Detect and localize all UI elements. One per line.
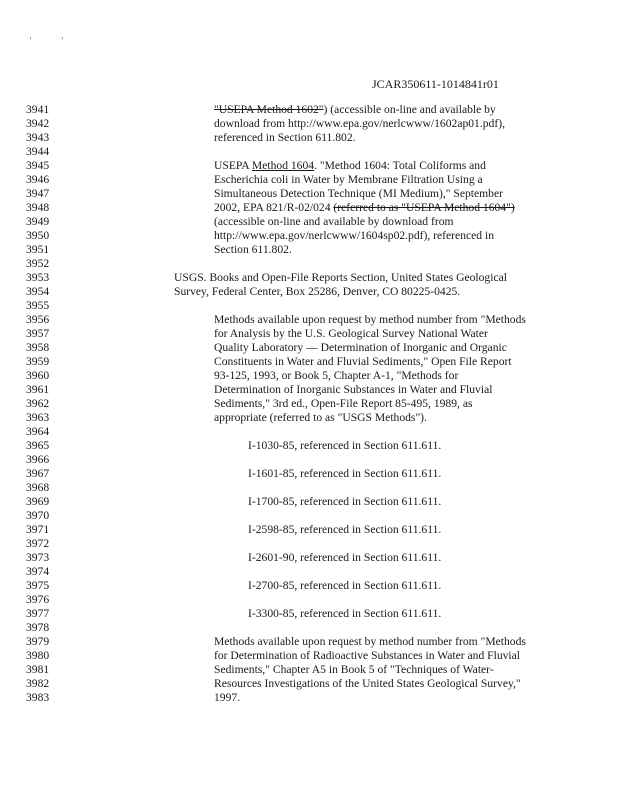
line-text: Survey, Federal Center, Box 25286, Denver, CO 80225-0425. [174,285,461,298]
line-text: Simultaneous Detection Technique (MI Medium)," September [214,187,503,200]
line-number: 3983 [26,691,50,704]
text-line [26,579,606,593]
line-text: appropriate (referred to as "USGS Methods"). [214,411,427,424]
line-text: for Determination of Radioactive Substances in Water and Fluvial [214,649,521,662]
line-text: for Analysis by the U.S. Geological Survey National Water [214,327,488,340]
line-number: 3972 [26,537,50,550]
method-reference: I-2601-90, referenced in Section 611.611. [248,551,442,564]
line-text: Sediments," Chapter A5 in Book 5 of "Techniques of Water- [214,663,494,676]
line-number: 3948 [26,201,50,214]
line-text: Quality Laboratory — Determination of Inorganic and Organic [214,341,507,354]
line-number: 3955 [26,299,50,312]
text-line [26,299,606,313]
text-line [26,313,606,327]
line-number: 3974 [26,565,50,578]
text-line [26,215,606,229]
text-line [26,285,606,299]
underlined-method: Method 1604 [251,159,315,172]
text-line [26,257,606,271]
text-line [26,593,606,607]
line-number: 3965 [26,439,50,452]
line-text: USGS. Books and Open-File Reports Section, United States Geological [174,271,507,284]
text-line [26,383,606,397]
text-line [26,271,606,285]
text-line [26,439,606,453]
text-line [26,649,606,663]
line-number: 3973 [26,551,50,564]
method-reference: I-1700-85, referenced in Section 611.611. [248,495,442,508]
line-text: "USEPA Method 1602") (accessible on-line and available by [214,103,496,116]
struck-reference: "USEPA Method 1602" [214,103,324,116]
line-text: Resources Investigations of the United States Geological Survey," [214,677,521,690]
text-line [26,509,606,523]
text-line [26,663,606,677]
line-number: 3942 [26,117,50,130]
text-line [26,453,606,467]
text-line [26,411,606,425]
text-line [26,425,606,439]
line-number: 3941 [26,103,50,116]
line-text: Methods available upon request by method number from "Methods [214,635,526,648]
line-number: 3958 [26,341,50,354]
line-number: 3946 [26,173,50,186]
text-line [26,691,606,705]
method-reference: I-3300-85, referenced in Section 611.611. [248,607,442,620]
document-mark: ' ' [30,36,77,45]
line-number: 3943 [26,131,50,144]
text-line [26,537,606,551]
line-text: Constituents in Water and Fluvial Sediments," Open File Report [214,355,512,368]
line-text: Sediments," 3rd ed., Open-File Report 85-495, 1989, as [214,397,473,410]
line-number: 3956 [26,313,50,326]
line-text: Methods available upon request by method number from "Methods [214,313,526,326]
text-line [26,243,606,257]
text-line [26,467,606,481]
text-line [26,621,606,635]
line-number: 3959 [26,355,50,368]
text-line [26,677,606,691]
text-line [26,173,606,187]
line-number: 3953 [26,271,50,284]
line-text: Determination of Inorganic Substances in Water and Fluvial [214,383,493,396]
line-number: 3975 [26,579,50,592]
line-number: 3980 [26,649,50,662]
line-number: 3963 [26,411,50,424]
text-line [26,607,606,621]
line-number: 3961 [26,383,50,396]
line-number: 3967 [26,467,50,480]
line-number: 3960 [26,369,50,382]
text-line [26,635,606,649]
line-number: 3979 [26,635,50,648]
line-number: 3944 [26,145,50,158]
text-line [26,131,606,145]
text-line [26,495,606,509]
text-line [26,229,606,243]
line-number: 3976 [26,593,50,606]
text-line [26,397,606,411]
line-text: 2002, EPA 821/R-02/024 (referred to as "USEPA Method 1604") [214,201,515,214]
document-id-header: JCAR350611-1014841r01 [372,77,499,91]
line-text: download from http://www.epa.gov/nerlcwww/1602ap01.pdf), [214,117,505,130]
line-text: 1997. [214,691,241,704]
line-text: Escherichia coli in Water by Membrane Filtration Using a [214,173,483,186]
line-number: 3964 [26,425,50,438]
text-line [26,341,606,355]
line-number: 3978 [26,621,50,634]
struck-reference: (referred to as "USEPA Method 1604") [333,201,515,214]
line-number: 3977 [26,607,50,620]
line-number: 3981 [26,663,50,676]
line-text: (accessible on-line and available by download from [214,215,454,228]
line-number: 3952 [26,257,50,270]
text-line [26,565,606,579]
text-line [26,103,606,117]
line-number: 3949 [26,215,50,228]
line-text: 93-125, 1993, or Book 5, Chapter A-1, "Methods for [214,369,459,382]
method-reference: I-1601-85, referenced in Section 611.611. [248,467,442,480]
text-line [26,551,606,565]
line-number: 3982 [26,677,50,690]
line-number: 3969 [26,495,50,508]
method-reference: I-2598-85, referenced in Section 611.611. [248,523,442,536]
text-line [26,187,606,201]
line-number: 3951 [26,243,50,256]
text-line [26,369,606,383]
text-line [26,117,606,131]
text-line [26,327,606,341]
line-text: referenced in Section 611.802. [214,131,356,144]
line-number: 3962 [26,397,50,410]
line-number: 3947 [26,187,50,200]
line-text: http://www.epa.gov/nerlcwww/1604sp02.pdf), referenced in [214,229,494,242]
line-text: Section 611.802. [214,243,292,256]
text-line [26,145,606,159]
line-number: 3950 [26,229,50,242]
line-number: 3954 [26,285,50,298]
text-line [26,523,606,537]
method-reference: I-1030-85, referenced in Section 611.611. [248,439,442,452]
text-line [26,201,606,215]
method-reference: I-2700-85, referenced in Section 611.611. [248,579,442,592]
text-line [26,159,606,173]
line-number: 3966 [26,453,50,466]
line-number: 3945 [26,159,50,172]
line-text: USEPA Method 1604. "Method 1604: Total Coliforms and [214,159,486,172]
line-number: 3970 [26,509,50,522]
text-line [26,481,606,495]
line-number: 3971 [26,523,50,536]
text-line [26,355,606,369]
line-number: 3968 [26,481,50,494]
line-number: 3957 [26,327,50,340]
